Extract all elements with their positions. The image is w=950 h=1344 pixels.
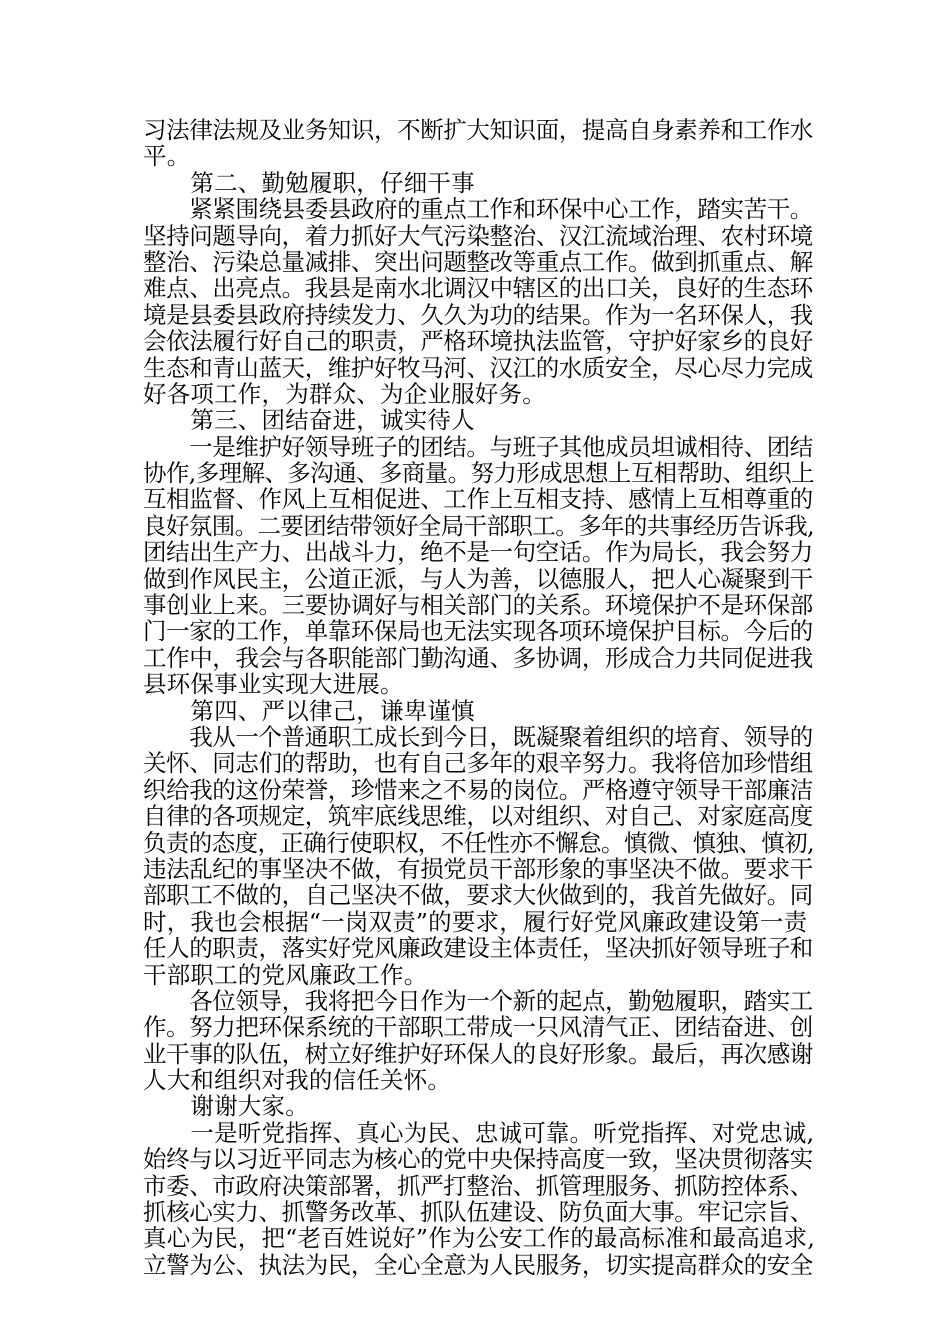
text-line: 好各项工作，为群众、为企业服好务。 [143,379,546,408]
text-line: 生态和青山蓝天，维护好牧马河、汉江的水质安全，尽心尽力完成 [143,353,813,382]
text-line: 关怀、同志们的帮助，也有自己多年的艰辛努力。我将倍加珍惜组 [143,749,813,778]
text-line: 团结出生产力、出战斗力，绝不是一句空话。作为局长，我会努力 [143,538,813,567]
text-line: 立警为公、执法为民，全心全意为人民服务，切实提高群众的安全 [143,1250,813,1279]
text-line: 县环保事业实现大进展。 [143,670,404,699]
text-line: 工作中，我会与各职能部门勤沟通、多协调，形成合力共同促进我 [143,643,813,672]
text-line: 事创业上来。三要协调好与相关部门的关系。环境保护不是环保部 [143,591,813,620]
section-heading: 第四、严以律己，谦卑谨慎 [143,696,475,725]
text-line: 做到作风民主，公道正派，与人为善，以德服人，把人心凝聚到干 [143,564,813,593]
text-line: 紧紧围绕县委县政府的重点工作和环保中心工作，踏实苦干。 [143,195,813,224]
text-line: 真心为民，把“老百姓说好”作为公安工作的最高标准和最高追求, [143,1224,815,1253]
text-line: 整治、污染总量减排、突出问题整改等重点工作。做到抓重点、解 [143,247,813,276]
text-line: 难点、出亮点。我县是南水北调汉中辖区的出口关，良好的生态环 [143,274,813,303]
text-line: 作。努力把环保系统的干部职工带成一只风清气正、团结奋进、创 [143,1013,813,1042]
text-line: 人大和组织对我的信任关怀。 [143,1066,452,1095]
text-line: 境是县委县政府持续发力、久久为功的结果。作为一名环保人，我 [143,300,813,329]
document-body [143,117,813,1278]
text-line: 平。 [143,142,191,171]
text-line: 一是维护好领导班子的团结。与班子其他成员坦诚相待、团结 [143,432,813,461]
text-line: 时，我也会根据“一岗双责”的要求，履行好党风廉政建设第一责 [143,907,808,936]
text-line: 坚持问题导向，着力抓好大气污染整治、汉江流域治理、农村环境 [143,221,813,250]
text-line: 谢谢大家。 [143,1092,309,1121]
text-line: 会依法履行好自己的职责，严格环境执法监管，守护好家乡的良好 [143,327,813,356]
text-line: 业干事的队伍，树立好维护好环保人的良好形象。最后，再次感谢 [143,1039,813,1068]
text-line: 市委、市政府决策部署，抓严打整治、抓管理服务、抓防控体系、 [143,1171,813,1200]
text-line: 一是听党指挥、真心为民、忠诚可靠。听党指挥、对党忠诚, [143,1118,815,1147]
text-line: 违法乱纪的事坚决不做，有损党员干部形象的事坚决不做。要求干 [143,854,813,883]
text-line: 互相监督、作风上互相促进、工作上互相支持、感情上互相尊重的 [143,485,813,514]
text-line: 任人的职责，落实好党风廉政建设主体责任，坚决抓好领导班子和 [143,934,813,963]
text-line: 部职工不做的，自己坚决不做，要求大伙做到的，我首先做好。同 [143,881,813,910]
text-line: 我从一个普通职工成长到今日，既凝聚着组织的培育、领导的 [143,722,813,751]
text-line: 良好氛围。二要团结带领好全局干部职工。多年的共事经历告诉我, [143,511,814,540]
text-line: 抓核心实力、抓警务改革、抓队伍建设、防负面大事。牢记宗旨、 [143,1198,813,1227]
text-line: 各位领导，我将把今日作为一个新的起点，勤勉履职，踏实工 [143,986,813,1015]
section-heading: 第三、团结奋进，诚实待人 [143,406,475,435]
text-line: 始终与以习近平同志为核心的党中央保持高度一致，坚决贯彻落实 [143,1145,813,1174]
text-line: 门一家的工作，单靠环保局也无法实现各项环境保护目标。今后的 [143,617,813,646]
text-line: 协作,多理解、多沟通、多商量。努力形成思想上互相帮助、组织上 [143,459,814,488]
text-line: 自律的各项规定，筑牢底线思维，以对组织、对自己、对家庭高度 [143,802,813,831]
text-line: 干部职工的党风廉政工作。 [143,960,428,989]
text-line: 习法律法规及业务知识，不断扩大知识面，提高自身素养和工作水 [143,116,813,144]
section-heading: 第二、勤勉履职，仔细干事 [143,168,475,197]
text-line: 负责的态度，正确行使职权，不任性亦不懈怠。慎微、慎独、慎初, [143,828,814,857]
text-line: 织给我的这份荣誉，珍惜来之不易的岗位。严格遵守领导干部廉洁 [143,775,813,804]
